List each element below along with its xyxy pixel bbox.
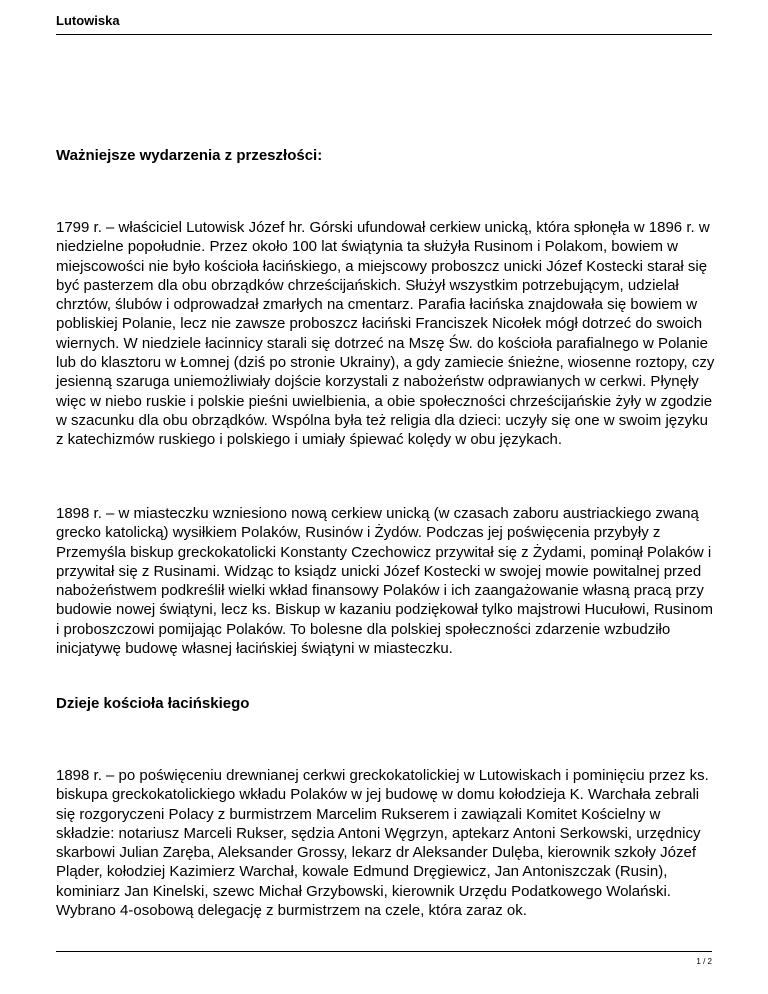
- header-divider: [56, 34, 712, 35]
- footer-divider: [56, 951, 712, 952]
- paragraph-1898-komitet: 1898 r. – po poświęceniu drewnianej cerkwi greckokatolickiej w Lutowiskach i pominięciu przez ks. biskupa greckokatolickiego wkładu Polaków w jej budowę w domu kołodzieja K. Warchała zebrali się rozgoryczeni Polacy z burmistrzem Marcelim Rukserem i zawiązali Komitet Kościelny w składzie: notariusz Marceli Rukser, sędzia Antoni Węgrzyn, aptekarz Antoni Serkowski, urzędnicy skarbowi Julian Zaręba, Aleksander Grossy, lekarz dr Aleksander Dulęba, kierownik szkoły Józef Pląder, kołodziej Kazimierz Warchał, kowale Edmund Dręgiewicz, Jan Antoniszczak (Rusin), kominiarz Jan Kinelski, szewc Michał Grzybowski, kierownik Urzędu Podatkowego Wolański. Wybrano 4-osobową delegację z burmistrzem na czele, która zaraz ok.: [56, 767, 709, 920]
- section-heading-latin-church: Dzieje kościoła łacińskiego: [56, 695, 250, 712]
- paragraph-1898-cerkiew: 1898 r. – w miasteczku wzniesiono nową cerkiew unicką (w czasach zaboru austriackiego zwaną grecko katolicką) wysiłkiem Polaków, Rusinów i Żydów. Podczas jej poświęcenia przybyły z Przemyśla biskup greckokatolicki Konstanty Czechowicz przywitał się z Żydami, pominął Polaków i przywitał się z Rusinami. Widząc to ksiądz unicki Józef Kostecki w swojej mowie powitalnej przed nabożeństwem podkreślił wielki wkład finansowy Polaków i ich zaangażowanie własną pracą przy budowie nowej świątyni, lecz ks. Biskup w kazaniu podziękował tylko majstrowi Hucułowi, Rusinom i proboszczowi pomijając Polaków. To bolesne dla polskiej społeczności zdarzenie wzbudziło inicjatywę budowę własnej łacińskiej świątyni w miasteczku.: [56, 505, 713, 658]
- paragraph-1799: 1799 r. – właściciel Lutowisk Józef hr. Górski ufundował cerkiew unicką, która spłonęła w 1896 r. w niedzielne popołudnie. Przez około 100 lat świątynia ta służyła Rusinom i Polakom, bowiem w miejscowości nie było kościoła łacińskiego, a miejscowy proboszcz unicki Józef Kostecki starał się być pasterzem dla obu obrządków chrześcijańskich. Służył wszystkim potrzebującym, udzielał chrztów, ślubów i odprowadzał zmarłych na cmentarz. Parafia łacińska znajdowała się bowiem w pobliskiej Polanie, lecz nie zawsze proboszcz łaciński Franciszek Nicołek mógł dotrzeć do swoich wiernych. W niedziele łacinnicy starali się dotrzeć na Mszę Św. do kościoła parafialnego w Polanie lub do klasztoru w Łomnej (dziś po stronie Ukrainy), a gdy zamiecie śnieżne, wiosenne roztopy, czy jesienną szaruga uniemożliwiały dojście korzystali z nabożeństw odprawianych w cerkwi. Płynęły więc w niebo ruskie i polskie pieśni uwielbienia, a obie społeczności chrześcijańskie żyły w zgodzie w szacunku dla obu obrządków. Wspólna była też religia dla dzieci: uczyły się one w swoim języku z katechizmów ruskiego i polskiego i umiały śpiewać kolędy w obu językach.: [56, 219, 715, 449]
- page-number: 1 / 2: [696, 957, 712, 966]
- section-heading-history: Ważniejsze wydarzenia z przeszłości:: [56, 147, 323, 164]
- header-title: Lutowiska: [56, 13, 120, 28]
